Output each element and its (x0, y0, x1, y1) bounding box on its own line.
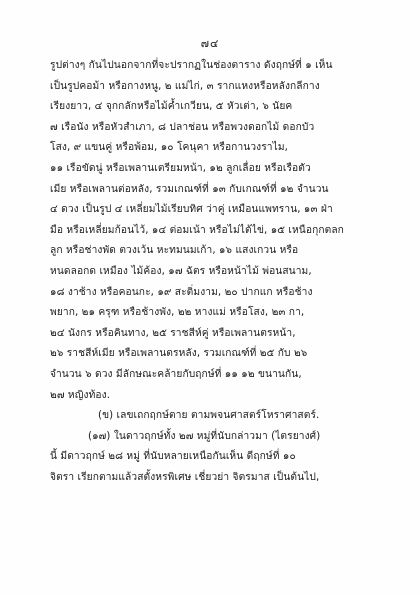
text-line: ลูก หรือช่างพัด ตวงเว้น หะทมนมเก้า, ๑๖ แสงเกวน หรือ (50, 245, 299, 257)
text-line: นี้ มีดาวฤกษ์ ๒๘ หมู่ ที่นับหลายเหนือกันเห็น ดีฤกษ์ที่ ๑๐ (50, 451, 296, 463)
text-line: มือ หรือเหลี่ยมก้อนไว้, ๑๔ ต่อมเน้า หรือไม่ไต้ไข่, ๑๕ เหนือกุกตลก (50, 224, 344, 236)
body-text (50, 56, 382, 488)
text-line: ๒๖ ราชสีห์เมีย หรือเพลานตรหลัง, รวมเกณฑ์ที่ ๒๕ กับ ๒๖ (50, 348, 308, 360)
text-line: ๗ เรือนัง หรือหัวสำเภา, ๘ ปลาช่อน หรือพวงดอกไม้ ดอกบัว (50, 121, 315, 133)
text-line: เป็นรูปคอม้า หรือกางหนู, ๒ แม่ไก่, ๓ รากแหงหรือหลังกลีกาง (50, 80, 320, 92)
text-line: ๒๔ นังกร หรือคินทาง, ๒๕ ราชสีห์คู่ หรือเพลานตรหน้า, (50, 327, 296, 339)
text-line: จำนวน ๖ ดวง มีลักษณะคล้ายกับฤกษ์ที่ ๑๑ ๑๒ ขนานกัน, (50, 368, 302, 380)
text-line: รูปต่างๆ กันไปนอกจากที่จะปรากฏในช่องตาราง ดังฤกษ์ที่ ๑ เห็น (50, 60, 333, 71)
text-line: หนดลอกด เหมือง ไม้ค้อง, ๑๗ ฉัตร หรือหน้าไม้ พ่อนสนาม, (50, 265, 312, 277)
page-number: ๗๔ (200, 37, 220, 50)
text-line: โสง, ๙ แขนคู่ หรือพ้อม, ๑๐ โคนุคา หรือกานวงราไม, (50, 142, 288, 154)
text-line: ๑๘ งาช้าง หรือคอนกะ, ๑๙ สะติ่มงาม, ๒๐ ปากแก หรือช้าง (50, 286, 313, 298)
text-line: (๑๗) ในดาวฤกษ์ทั้ง ๒๗ หมู่ที่นับกล่าวมา (ไตรยางศ์) (88, 430, 321, 442)
text-line: จิตรา เรียกตามแล้วสตั้งหรพิเศษ เชี่ยวย่า จิตรมาส เป็นต้นไป, (50, 471, 320, 483)
text-line: เมีย หรือเพลานต่อหลัง, รวมเกณฑ์ที่ ๑๓ กับเกณฑ์ที่ ๑๒ จำนวน (50, 183, 329, 195)
text-line: ๑๑ เรือขัดนู่ หรือเพลานเตรียมหน้า, ๑๒ ลูกเลื่อย หรือเรือตัว (50, 162, 311, 174)
text-line: ๔ ดวง เป็นรูป ๔ เหลี่ยมไม้เรียบทิศ ว่าคู่ เหมือนแพทราน, ๑๓ ฝ่า (50, 204, 333, 216)
text-line: เรียงยาว, ๔ จุกกลักหรือไม้ค้ำเกวียน, ๕ หัวเต่า, ๖ นัยค (50, 101, 293, 113)
text-line: พยาก, ๒๑ ครุฑ หรือช้างพัง, ๒๒ หางแม่ หรือโสง, ๒๓ กา, (50, 307, 305, 319)
text-line: ๒๗ หญิงท้อง. (50, 389, 111, 401)
section-heading: (ข) เลขเถกฤกษ์ตาย ตามพจนศาสตร์โหราศาสตร์. (98, 410, 320, 422)
